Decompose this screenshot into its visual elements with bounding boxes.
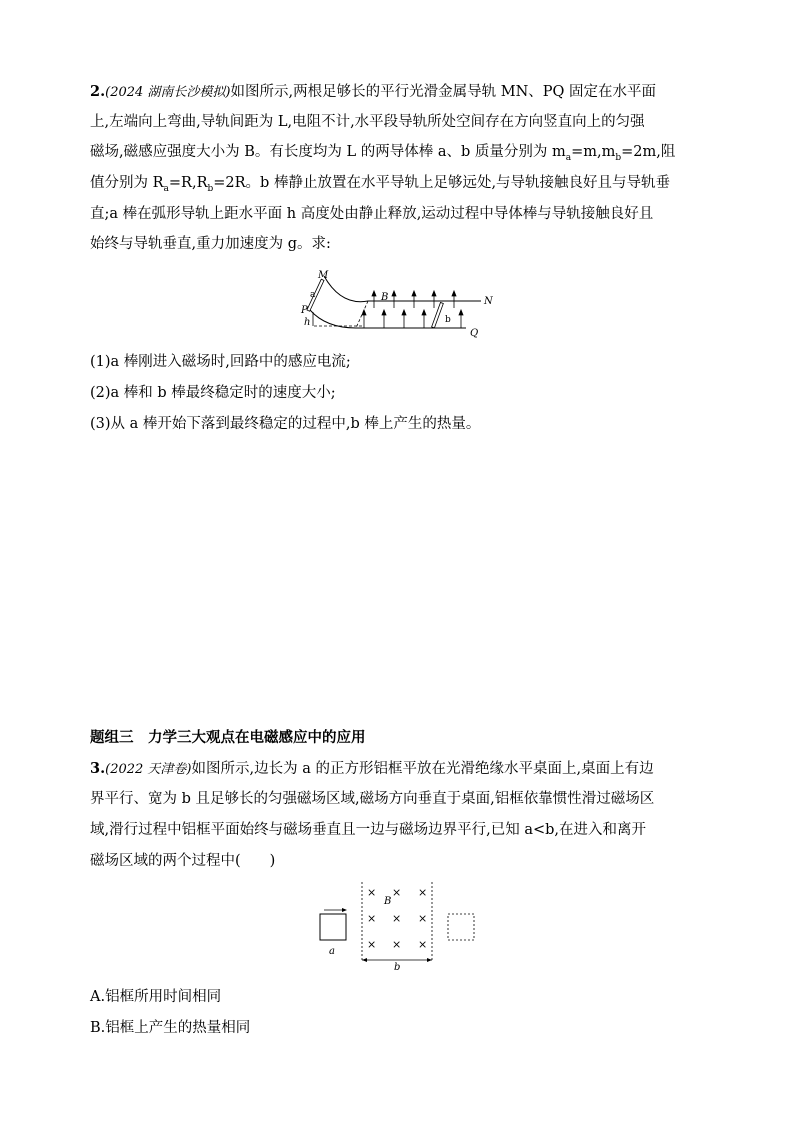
q2-sub1: (1)a 棒刚进入磁场时,回路中的感应电流;	[90, 354, 351, 370]
q2-sub3: (3)从 a 棒开始下落到最终稳定的过程中,b 棒上产生的热量。	[90, 416, 481, 432]
q2-sub-mb: b	[615, 152, 622, 163]
q2-line4	[90, 173, 670, 199]
q2-text-3b: =m,m	[571, 144, 616, 160]
q2-number: 2.	[90, 83, 106, 100]
label-n: N	[484, 296, 493, 307]
label-m: M	[318, 270, 329, 281]
q2-line3	[90, 142, 675, 168]
q3-line2: 界平行、宽为 b 且足够长的匀强磁场区域,磁场方向垂直于桌面,铝框依靠惯性滑过磁场区	[90, 791, 655, 807]
q2-text-4b: =R,R	[168, 175, 208, 191]
q3-line3: 域,滑行过程中铝框平面始终与磁场垂直且一边与磁场边界平行,已知 a<b,在进入和离开	[90, 822, 647, 838]
cross-9: ×	[418, 938, 428, 951]
frame-label-a: a	[329, 946, 335, 957]
rail-mn	[324, 276, 481, 302]
q2-text-3: 磁场,磁感应强度大小为 B。有长度均为 L 的两导体棒 a、b 质量分别为 m	[90, 144, 566, 160]
q2-source: (2024 湖南长沙模拟)	[105, 85, 231, 100]
q2-line6: 始终与导轨垂直,重力加速度为 g。求:	[90, 236, 331, 252]
q2-line1	[90, 82, 656, 103]
group3-title: 题组三 力学三大观点在电磁感应中的应用	[90, 729, 366, 746]
q2-sub2: (2)a 棒和 b 棒最终稳定时的速度大小;	[90, 385, 336, 401]
q2-figure	[296, 266, 506, 340]
label-h: h	[304, 317, 311, 328]
label-b-field: B	[381, 292, 389, 303]
cross-2: ×	[392, 886, 402, 899]
q3-text-1: 如图所示,边长为 a 的正方形铝框平放在光滑绝缘水平桌面上,桌面上有边	[191, 761, 654, 777]
q2-sub-rb: b	[207, 183, 214, 194]
label-q: Q	[470, 328, 479, 339]
q3-source: (2022 天津卷)	[105, 762, 192, 777]
cross-6: ×	[418, 912, 428, 925]
q2-text-1: 如图所示,两根足够长的平行光滑金属导轨 MN、PQ 固定在水平面	[230, 84, 657, 100]
field-label-b: B	[384, 896, 392, 907]
cross-5: ×	[392, 912, 402, 925]
field-label-width-b: b	[394, 962, 401, 970]
q3-line1	[90, 759, 654, 780]
q2-text-4c: =2R。b 棒静止放置在水平导轨上足够远处,与导轨接触良好且与导轨垂	[213, 175, 671, 191]
q2-text-3c: =2m,阻	[621, 144, 676, 160]
q2-sub-ra: a	[163, 183, 169, 194]
q2-line2: 上,左端向上弯曲,导轨间距为 L,电阻不计,水平段导轨所处空间存在方向竖直向上的匀强	[90, 114, 645, 130]
q2-line5: 直;a 棒在弧形导轨上距水平面 h 高度处由静止释放,运动过程中导体棒与导轨接触良好且	[90, 206, 654, 222]
label-a: a	[310, 290, 316, 300]
field-crosses	[367, 886, 427, 951]
frame-exit	[448, 914, 474, 940]
cross-3: ×	[418, 886, 428, 899]
option-a: A.铝框所用时间相同	[90, 989, 222, 1005]
label-p: P	[301, 305, 308, 316]
q3-number: 3.	[90, 760, 106, 777]
rail-pq	[310, 310, 466, 328]
label-b-rod: b	[445, 315, 451, 325]
q3-line4: 磁场区域的两个过程中( )	[90, 853, 276, 869]
q2-text-4: 值分别为 R	[90, 175, 164, 191]
rod-b	[432, 302, 444, 327]
cross-4: ×	[367, 912, 377, 925]
cross-8: ×	[392, 938, 402, 951]
q2-sub-ma: a	[565, 152, 572, 163]
frame-square	[320, 914, 346, 940]
cross-1: ×	[367, 886, 377, 899]
q3-figure	[316, 878, 480, 970]
cross-7: ×	[367, 938, 377, 951]
option-b: B.铝框上产生的热量相同	[90, 1020, 251, 1036]
